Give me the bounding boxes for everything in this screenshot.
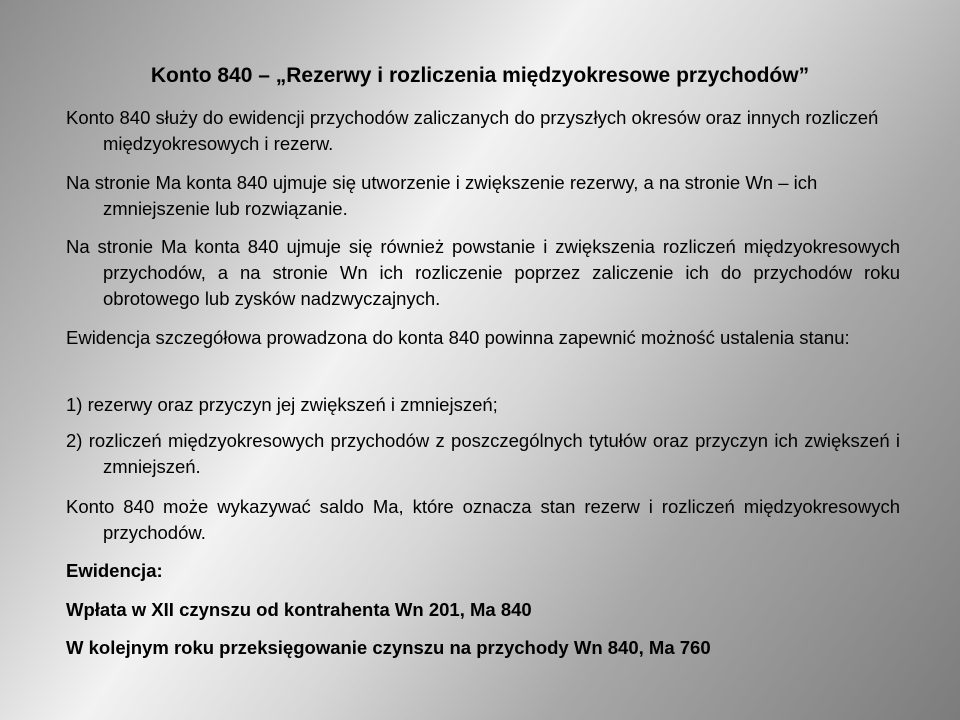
ewidencja-line-transfer: W kolejnym roku przeksięgowanie czynszu na przychody Wn 840, Ma 760	[66, 637, 711, 658]
paragraph-accruals: Na stronie Ma konta 840 ujmuje się również powstanie i zwiększenia rozliczeń międzyokresowych przychodów, a na stronie Wn ich rozliczenie poprzez zaliczenie ich do przychodów roku obrotowego lub zysków nadzwyczajnych.	[66, 236, 900, 309]
ewidencja-line-payment: Wpłata w XII czynszu od kontrahenta Wn 201, Ma 840	[66, 599, 532, 620]
paragraph-definition: Konto 840 służy do ewidencji przychodów zaliczanych do przyszłych okresów oraz innych rozliczeń międzyokresowych i rezerw.	[66, 107, 879, 154]
paragraph-balance: Konto 840 może wykazywać saldo Ma, które oznacza stan rezerw i rozliczeń międzyokresowych przychodów.	[66, 496, 900, 543]
paragraph-reserves: Na stronie Ma konta 840 ujmuje się utworzenie i zwiększenie rezerwy, a na stronie Wn – ich zmniejszenie lub rozwiązanie.	[66, 172, 818, 219]
paragraph-detailed-records: Ewidencja szczegółowa prowadzona do konta 840 powinna zapewnić możność ustalenia stanu:	[66, 327, 850, 348]
slide-title: Konto 840 – „Rezerwy i rozliczenia międzyokresowe przychodów”	[150, 64, 810, 87]
ewidencja-heading: Ewidencja:	[66, 560, 163, 581]
list-item-reserves: 1) rezerwy oraz przyczyn jej zwiększeń i zmniejszeń;	[66, 394, 498, 415]
list-item-accruals: 2) rozliczeń międzyokresowych przychodów z poszczególnych tytułów oraz przyczyn ich zwiększeń i zmniejszeń.	[66, 430, 900, 477]
